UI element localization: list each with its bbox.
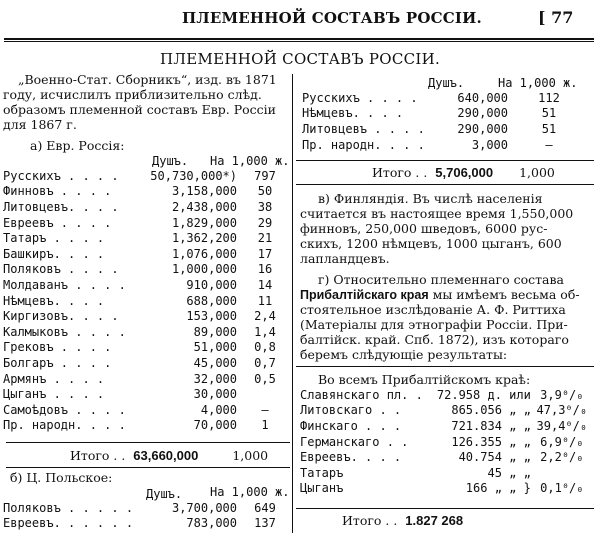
baltic-line: [300, 287, 580, 302]
baltic-line: (Матеріалы для этнографіи Россіи. При-: [300, 317, 568, 332]
souls-cell: 4,000: [200, 402, 237, 417]
total-label: Итого . .: [372, 165, 428, 180]
baltic-line: г) Относительно племеннаго состава: [318, 272, 564, 287]
souls-cell: 89,000: [193, 324, 237, 339]
souls-cell: 640,000: [457, 90, 508, 105]
col-header-souls: Душъ.: [152, 154, 189, 168]
total-value: 63,660,000: [133, 448, 199, 463]
group-cell: Славянскаго пл. .: [300, 387, 423, 402]
col-header-per: На 1,000 ж.: [210, 485, 290, 499]
total-value: 1.827 268: [405, 513, 464, 528]
percent-cell: 6,9⁰/₀: [540, 434, 584, 449]
percent-cell: 3,9⁰/₀: [540, 387, 584, 402]
nationality-cell: Пр. народн. . . .: [3, 418, 126, 433]
total-rule: [6, 467, 290, 468]
table-row: [302, 137, 590, 153]
finland-line: лапландцевъ.: [300, 251, 390, 266]
table-row: [300, 481, 593, 497]
baltic-region-name: Прибалтійскаго края: [300, 288, 429, 302]
nationality-cell: Пр. народн. . . .: [302, 137, 425, 152]
table-baltic: [300, 387, 593, 496]
section-b-heading: б) Ц. Польское:: [10, 470, 113, 485]
souls-cell: 51,000: [193, 340, 237, 355]
total-b: [372, 165, 555, 180]
header-rule: [4, 38, 594, 40]
percent-cell: [531, 465, 593, 481]
total-rule: [296, 184, 594, 185]
group-cell: Цыганъ: [300, 481, 344, 496]
table-row: [3, 308, 293, 324]
table-row: [3, 277, 293, 293]
group-cell: Евреевъ. . . .: [300, 450, 402, 465]
section-rule: [296, 366, 594, 367]
baltic-line: беремъ слѣдующіе результаты:: [300, 347, 508, 362]
per-thousand-cell: 1,4: [254, 324, 276, 339]
table-row: [3, 371, 293, 387]
souls-cell: 290,000: [457, 121, 508, 136]
souls-cell: 688,000: [186, 293, 237, 308]
baltic-line-rest: мы имѣемъ весьма об-: [428, 287, 580, 302]
table-row: [3, 516, 293, 532]
souls-cell: 2,438,000: [171, 199, 237, 214]
table-row: [302, 90, 590, 106]
table-row: [3, 262, 293, 278]
nationality-cell: Нѣмцевъ. . . .: [302, 106, 404, 121]
nationality-cell: Грековъ . . . .: [3, 340, 112, 355]
per-thousand-cell: 112: [538, 90, 560, 105]
table-row: [3, 246, 293, 262]
souls-cell: 30,000: [193, 387, 237, 402]
table-row: [3, 355, 293, 371]
col-header-per: На 1,000 ж.: [498, 76, 578, 90]
nationality-cell: Башкиръ. . . .: [3, 246, 105, 261]
souls-cell: 1,829,000: [171, 215, 237, 230]
running-header-title: ПЛЕМЕННОЙ СОСТАВЪ РОССІИ.: [182, 9, 482, 27]
table-row: [300, 418, 593, 434]
total-per: 1,000: [519, 165, 555, 180]
per-thousand-cell: 11: [257, 293, 273, 308]
table-row: [3, 184, 293, 200]
table-row: [3, 324, 293, 340]
nationality-cell: Болгаръ . . . .: [3, 355, 112, 370]
baltic-line: стоятельное изслѣдованіе А. Ф. Риттиха: [300, 302, 566, 317]
per-thousand-cell: 0,8: [254, 340, 276, 355]
total-value: 5,706,000: [435, 165, 494, 180]
intro-line: для 1867 г.: [3, 117, 77, 132]
col-header-souls: Душъ.: [428, 76, 465, 90]
total-a: [70, 448, 268, 463]
intro-line: „Военно-Стат. Сборникъ“, изд. въ 1871: [18, 72, 277, 87]
souls-cell: 783,000: [186, 516, 237, 531]
finland-line: считается въ настоящее время 1,550,000: [300, 206, 574, 221]
per-thousand-cell: [237, 386, 293, 402]
nationality-cell: Калмыковъ . . . .: [3, 324, 126, 339]
group-cell: Татаръ: [300, 465, 344, 480]
table-row: [3, 402, 293, 418]
table-row: [3, 215, 293, 231]
souls-cell: 70,000: [193, 418, 237, 433]
baltic-line: балтійск. край. Спб. 1872), изъ котораго: [300, 332, 569, 347]
souls-cell: 1,076,000: [171, 246, 237, 261]
count-cell: 166 „ „ }: [465, 481, 531, 496]
souls-cell: 3,000: [471, 137, 508, 152]
intro-line: году, исчислилъ приблизительно слѣд.: [3, 87, 262, 102]
group-cell: Финскаго . . .: [300, 418, 402, 433]
total-label: Итого . .: [342, 513, 398, 528]
percent-cell: 0,1⁰/₀: [540, 481, 584, 496]
total-label: Итого . .: [70, 448, 126, 463]
total-rule: [296, 160, 594, 161]
table-row: [3, 230, 293, 246]
total-baltic: [342, 513, 463, 528]
table-section-a: [3, 168, 293, 433]
per-thousand-cell: 797: [254, 168, 276, 183]
per-thousand-cell: 137: [254, 516, 276, 531]
nationality-cell: Финновъ . . . .: [3, 184, 112, 199]
souls-cell: 153,000: [186, 309, 237, 324]
table-row: [302, 121, 590, 137]
nationality-cell: Литовцевъ . . . .: [302, 121, 425, 136]
nationality-cell: Татаръ . . . .: [3, 231, 105, 246]
col-header-souls: Душъ.: [146, 487, 183, 501]
page-number: [ 77: [538, 8, 574, 27]
nationality-cell: Молдаванъ . . . .: [3, 277, 126, 292]
nationality-cell: Киргизовъ. . . .: [3, 309, 119, 324]
count-cell: 72.958 д. или: [436, 387, 531, 402]
table-section-b: [3, 500, 293, 531]
souls-cell: 50,730,000*): [150, 168, 237, 183]
per-thousand-cell: 51: [541, 106, 557, 121]
count-cell: 126.355 „ „: [451, 434, 531, 449]
header-rule-thin: [4, 41, 594, 42]
per-thousand-cell: 16: [257, 262, 273, 277]
count-cell: 40.754 „ „: [458, 450, 531, 465]
nationality-cell: Армянъ . . . .: [3, 371, 105, 386]
count-cell: 45 „ „: [487, 465, 531, 480]
nationality-cell: Самоѣдовъ . . . .: [3, 402, 126, 417]
group-cell: Литовскаго . .: [300, 403, 402, 418]
table-row: [300, 449, 593, 465]
per-thousand-cell: —: [261, 402, 269, 417]
table-row: [300, 465, 593, 481]
per-thousand-cell: 38: [257, 199, 273, 214]
per-thousand-cell: —: [545, 137, 553, 152]
souls-cell: 3,700,000: [171, 500, 237, 515]
per-thousand-cell: 17: [257, 246, 273, 261]
per-thousand-cell: 21: [257, 231, 273, 246]
table-row: [3, 293, 293, 309]
finland-line: скихъ, 1200 нѣмцевъ, 1000 цыганъ, 600: [300, 236, 562, 251]
page-title: ПЛЕМЕННОЙ СОСТАВЪ РОССІИ.: [160, 50, 441, 68]
table-row: [300, 387, 593, 403]
finland-line: в) Финляндія. Въ числѣ населенія: [318, 191, 543, 206]
per-thousand-cell: 14: [257, 277, 273, 292]
per-thousand-cell: 50: [257, 184, 273, 199]
running-header: [0, 0, 597, 38]
per-thousand-cell: 2,4: [254, 309, 276, 324]
souls-cell: 45,000: [193, 355, 237, 370]
souls-cell: 910,000: [186, 277, 237, 292]
nationality-cell: Евреевъ . . . .: [3, 215, 112, 230]
col-header-per: На 1,000 ж.: [210, 154, 290, 168]
total-per: 1,000: [232, 448, 269, 463]
nationality-cell: Поляковъ . . . . .: [3, 500, 134, 515]
table-row: [3, 500, 293, 516]
percent-cell: 2,2⁰/₀: [540, 450, 584, 465]
count-cell: 865.056 „ „: [451, 403, 531, 418]
table-row: [302, 106, 590, 122]
souls-cell: 3,158,000: [171, 184, 237, 199]
table-row: [3, 168, 293, 184]
table-row: [3, 340, 293, 356]
souls-cell: 1,362,200: [171, 231, 237, 246]
percent-cell: 47,3⁰/₀: [536, 403, 588, 418]
table-section-b-cont: [302, 90, 590, 152]
per-thousand-cell: 0,5: [254, 371, 276, 386]
nationality-cell: Нѣмцевъ. . . .: [3, 293, 105, 308]
per-thousand-cell: 1: [261, 418, 269, 433]
nationality-cell: Цыганъ . . . .: [3, 387, 105, 402]
percent-cell: 39,4⁰/₀: [536, 418, 588, 433]
table-row: [3, 199, 293, 215]
table-row: [300, 403, 593, 419]
nationality-cell: Поляковъ . . . .: [3, 262, 119, 277]
nationality-cell: Русскихъ . . . .: [302, 90, 418, 105]
per-thousand-cell: 649: [254, 500, 276, 515]
total-rule: [296, 508, 594, 509]
intro-line: образомъ племенной составъ Евр. Россіи: [3, 102, 277, 117]
count-cell: 721.834 „ „: [451, 418, 531, 433]
table-row: [3, 418, 293, 434]
total-rule: [6, 442, 290, 443]
section-a-heading: а) Евр. Россія:: [30, 138, 125, 153]
nationality-cell: Русскихъ . . . .: [3, 168, 119, 183]
finland-line: финновъ, 250,000 шведовъ, 6000 рус-: [300, 221, 548, 236]
nationality-cell: Евреевъ. . . . . .: [3, 516, 134, 531]
per-thousand-cell: 51: [541, 121, 557, 136]
table-row: [3, 386, 293, 402]
souls-cell: 1,000,000: [171, 262, 237, 277]
baltic-subheading: Во всемъ Прибалтійскомъ краѣ:: [318, 372, 531, 387]
per-thousand-cell: 29: [257, 215, 273, 230]
souls-cell: 32,000: [193, 371, 237, 386]
souls-cell: 290,000: [457, 106, 508, 121]
nationality-cell: Литовцевъ. . . .: [3, 199, 119, 214]
per-thousand-cell: 0,7: [254, 355, 276, 370]
group-cell: Германскаго . .: [300, 434, 409, 449]
table-row: [300, 434, 593, 450]
